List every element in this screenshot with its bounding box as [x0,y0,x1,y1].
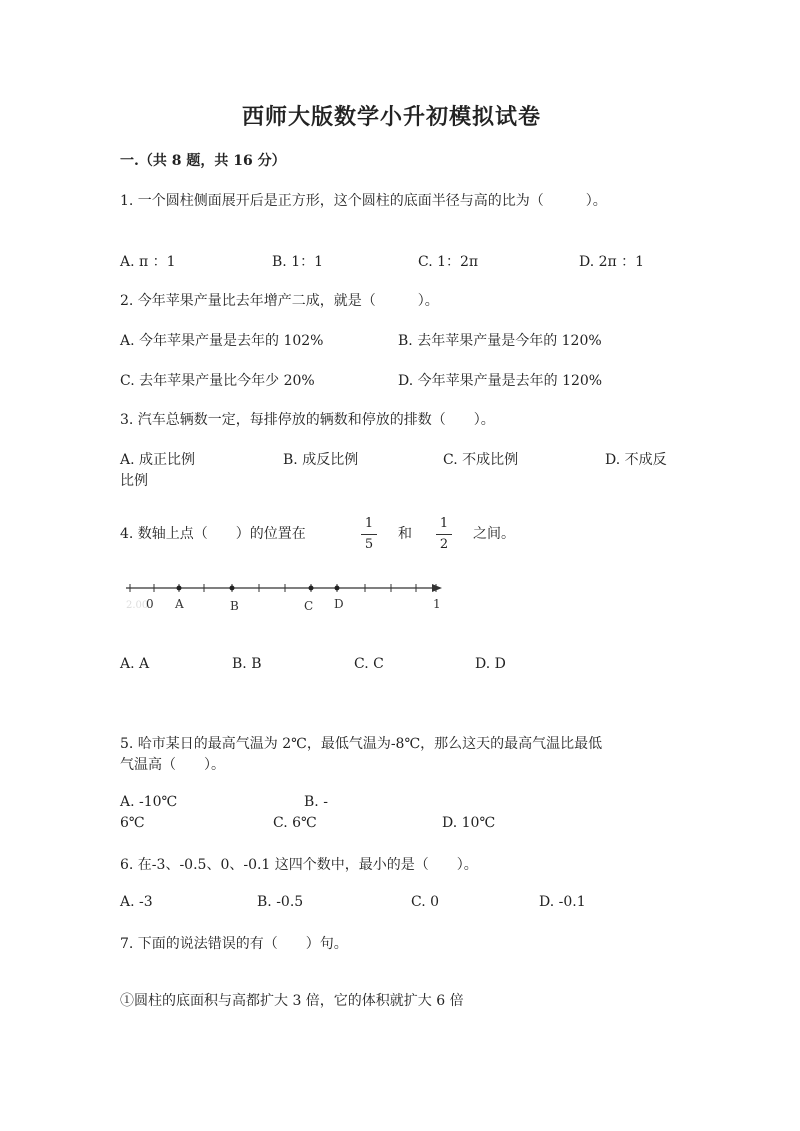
question-3-option-a[interactable]: A. 成正比例 [120,452,196,468]
question-4-option-c[interactable]: C. C [354,656,384,672]
question-6-option-d[interactable]: D. -0.1 [539,894,586,910]
question-7-stem: 7. 下面的说法错误的有（ ）句。 [120,936,348,952]
number-line-label-d: D [334,597,344,611]
point-b-dot [230,586,235,591]
point-c-dot [309,586,314,591]
number-line-faint-label: 2.00 [126,600,149,611]
question-1-option-d[interactable]: D. 2π ：1 [579,254,645,270]
number-line-label-b: B [230,599,239,613]
number-line-arrow-icon [432,584,442,592]
question-3-option-d[interactable]: D. 不成反 [605,452,667,468]
question-3-option-c[interactable]: C. 不成比例 [443,452,519,468]
question-7-statement-1: ①圆柱的底面积与高都扩大 3 倍，它的体积就扩大 6 倍 [120,993,464,1009]
question-4-stem-part3: 之间。 [473,526,515,542]
question-5-stem-line2: 气温高（ ）。 [120,757,225,773]
question-5-option-b[interactable]: B. - [304,794,328,810]
question-4-option-d[interactable]: D. D [475,656,506,672]
question-5-option-c[interactable]: C. 6℃ [273,815,317,831]
question-2-option-a[interactable]: A. 今年苹果产量是去年的 102% [120,333,324,349]
number-line-label-c: C [304,599,314,613]
section-header: 一.（共 8 题，共 16 分） [120,153,286,169]
fraction-one-fifth [361,516,377,553]
question-5-option-a[interactable]: A. -10℃ [120,794,178,810]
number-line-label-1: 1 [433,597,441,611]
question-1-option-b[interactable]: B. 1：1 [272,254,324,270]
number-line [120,575,460,620]
question-6-option-b[interactable]: B. -0.5 [257,894,304,910]
question-6-option-a[interactable]: A. -3 [120,894,153,910]
question-5-option-b-wrap: 6℃ [120,815,145,831]
number-line-label-0: 0 [146,597,154,611]
page-title: 西师大版数学小升初模拟试卷 [242,104,542,130]
question-1-option-a[interactable]: A. π ：1 [120,254,176,270]
question-3-option-b[interactable]: B. 成反比例 [283,452,359,468]
number-line-label-a: A [175,597,184,611]
question-3-stem: 3. 汽车总辆数一定，每排停放的辆数和停放的排数（ ）。 [120,412,495,428]
fraction-one-half-denominator: 2 [439,537,449,552]
question-3-option-d-wrap: 比例 [120,473,148,489]
fraction-one-fifth-denominator: 5 [364,537,374,552]
question-5-stem-line1: 5. 哈市某日的最高气温为 2℃，最低气温为-8℃，那么这天的最高气温比最低 [120,736,603,752]
question-2-stem: 2. 今年苹果产量比去年增产二成，就是（ ）。 [120,293,439,309]
question-2-option-c[interactable]: C. 去年苹果产量比今年少 20% [120,373,315,389]
fraction-one-half [436,516,452,553]
question-2-option-b[interactable]: B. 去年苹果产量是今年的 120% [398,333,602,349]
question-4-option-b[interactable]: B. B [232,656,262,672]
question-5-option-d[interactable]: D. 10℃ [442,815,496,831]
question-4-stem-part1: 4. 数轴上点（ ）的位置在 [120,526,306,542]
question-4-stem-part2: 和 [398,526,412,542]
fraction-one-half-bar [436,534,452,535]
question-2-option-d[interactable]: D. 今年苹果产量是去年的 120% [398,373,603,389]
point-d-dot [335,586,340,591]
fraction-one-half-numerator: 1 [439,516,449,531]
point-a-dot [177,586,182,591]
fraction-one-fifth-numerator: 1 [364,516,374,531]
question-4-option-a[interactable]: A. A [120,656,150,672]
question-1-stem: 1. 一个圆柱侧面展开后是正方形，这个圆柱的底面半径与高的比为（ ）。 [120,193,607,209]
question-6-option-c[interactable]: C. 0 [411,894,440,910]
question-1-option-c[interactable]: C. 1：2π [418,254,479,270]
question-6-stem: 6. 在-3、-0.5、0、-0.1 这四个数中，最小的是（ ）。 [120,857,478,873]
fraction-one-fifth-bar [361,534,377,535]
